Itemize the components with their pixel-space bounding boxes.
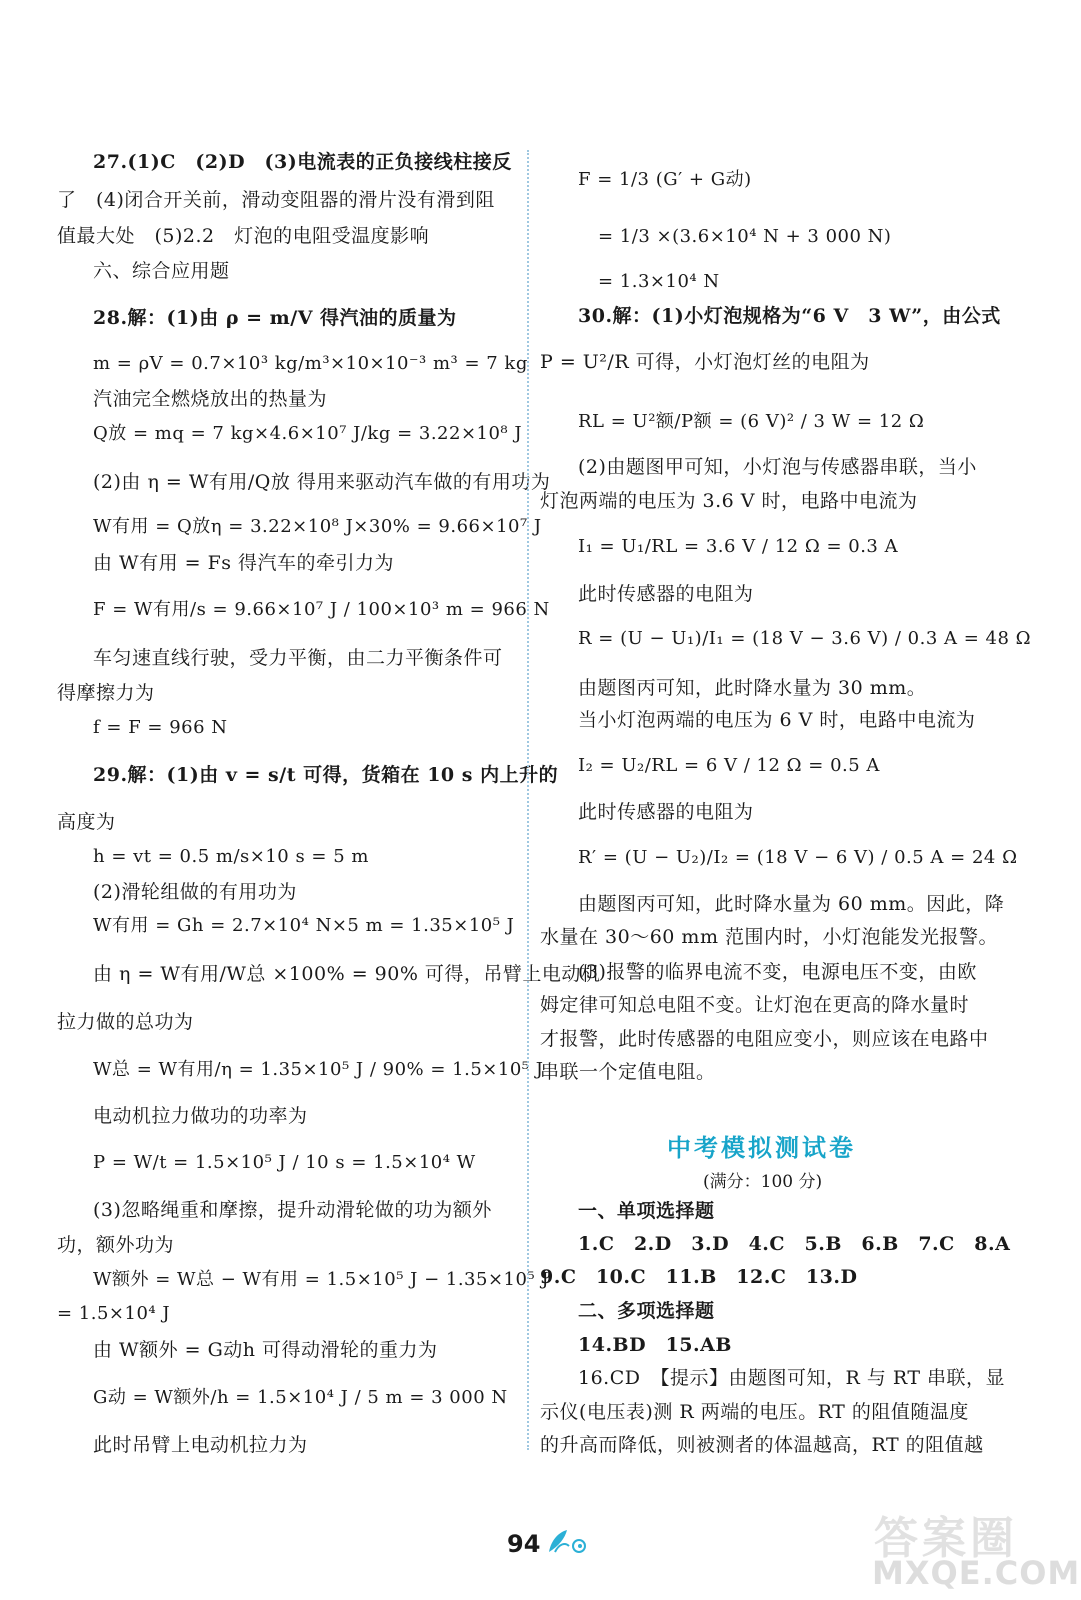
section-heading-comprehensive: 六、综合应用题 [93,260,230,282]
answer-27-line-1: 27.(1)C (2)D (3)电流表的正负接线柱接反 [93,151,512,173]
answers-row-3: 14.BD 15.AB [578,1334,732,1356]
answer-28-line-10: 得摩擦力为 [57,682,155,704]
answer-30-line-3: RL = U²额/P额 = (6 V)² / 3 W = 12 Ω [578,411,925,432]
answer-28-line-3: 汽油完全燃烧放出的热量为 [93,388,328,410]
answer-30-line-7: 此时传感器的电阻为 [578,583,754,605]
watermark [872,1502,1081,1594]
answer-28-line-4: Q放 = mq = 7 kg×4.6×10⁷ J/kg = 3.22×10⁸ J [93,423,523,444]
answer-28-line-8: F = W有用/s = 9.66×10⁷ J / 100×10³ m = 966 N [93,599,550,620]
answer-27-line-2: 了 (4)闭合开关前，滑动变阻器的滑片没有滑到阻 [57,189,495,211]
answer-29-line-10: P = W/t = 1.5×10⁵ J / 10 s = 1.5×10⁴ W [93,1152,476,1173]
column-divider [527,150,529,1450]
answer-27-line-3: 值最大处 (5)2.2 灯泡的电阻受温度影响 [57,225,430,247]
answer-29-line-8: W总 = W有用/η = 1.35×10⁵ J / 90% = 1.5×10⁵ J [93,1059,544,1080]
answer-29-line-14: = 1.5×10⁴ J [57,1303,171,1324]
answer-30-line-12: 此时传感器的电阻为 [578,801,754,823]
answer-30-line-16: (3)报警的临界电流不变，电源电压不变，由欧 [578,961,977,983]
answer-30-line-1: 30.解：(1)小灯泡规格为“6 V 3 W”，由公式 [578,305,1001,327]
answer-30-line-18: 才报警，此时传感器的电阻应变小，则应该在电路中 [540,1028,989,1050]
answer-16-line-1: 16.CD 【提示】由题图可知，R 与 RT 串联，显 [578,1367,1006,1389]
answer-29-line-15: 由 W额外 = G动h 可得动滑轮的重力为 [93,1339,438,1361]
watermark-url: MXQE.COM [872,1554,1081,1592]
answer-29-line-17: 此时吊臂上电动机拉力为 [93,1434,308,1456]
answer-30-line-15: 水量在 30～60 mm 范围内时，小灯泡能发光报警。 [540,926,999,948]
answer-28-line-11: f = F = 966 N [93,717,228,738]
answer-29-cont-line-3: = 1.3×10⁴ N [598,271,720,292]
watermark-logo: 答案圈 [874,1513,1018,1564]
answer-29-line-2: 高度为 [57,811,116,833]
answer-30-line-4: (2)由题图甲可知，小灯泡与传感器串联，当小 [578,456,977,478]
answer-30-line-5: 灯泡两端的电压为 3.6 V 时，电路中电流为 [540,490,918,512]
answer-28-line-1: 28.解：(1)由 ρ = m/V 得汽油的质量为 [93,307,457,329]
answer-29-line-7: 拉力做的总功为 [57,1011,194,1033]
answer-30-line-13: R′ = (U − U₂)/I₂ = (18 V − 6 V) / 0.5 A = 24 Ω [578,847,1018,868]
answer-30-line-10: 当小灯泡两端的电压为 6 V 时，电路中电流为 [578,709,976,731]
answer-28-line-2: m = ρV = 0.7×10³ kg/m³×10×10⁻³ m³ = 7 kg [93,353,528,374]
answer-29-line-4: (2)滑轮组做的有用功为 [93,881,297,903]
answer-28-line-6: W有用 = Q放η = 3.22×10⁸ J×30% = 9.66×10⁷ J [93,516,542,537]
answer-29-line-1: 29.解：(1)由 v = s/t 可得，货箱在 10 s 内上升的 [93,764,559,786]
answer-29-line-6: 由 η = W有用/W总 ×100% = 90% 可得，吊臂上电动机 [93,963,601,985]
answer-29-line-12: 功，额外功为 [57,1234,175,1256]
answer-29-cont-line-1: F = 1/3 (G′ + G动) [578,169,752,190]
answer-28-line-7: 由 W有用 = Fs 得汽车的牵引力为 [93,552,395,574]
section-subtitle: (满分：100 分) [703,1172,823,1192]
answers-heading-single: 一、单项选择题 [578,1200,715,1222]
answer-30-line-6: I₁ = U₁/RL = 3.6 V / 12 Ω = 0.3 A [578,536,899,557]
answer-28-line-9: 车匀速直线行驶，受力平衡，由二力平衡条件可 [93,647,503,669]
answer-29-line-16: G动 = W额外/h = 1.5×10⁴ J / 5 m = 3 000 N [93,1387,508,1408]
answer-30-line-19: 串联一个定值电阻。 [540,1061,716,1083]
answer-30-line-14: 由题图丙可知，此时降水量为 60 mm。因此，降 [578,893,1005,915]
answers-row-2: 9.C 10.C 11.B 12.C 13.D [540,1266,858,1288]
answer-29-line-9: 电动机拉力做功的功率为 [93,1105,308,1127]
answer-30-line-17: 姆定律可知总电阻不变。让灯泡在更高的降水量时 [540,994,970,1016]
answer-30-line-8: R = (U − U₁)/I₁ = (18 V − 3.6 V) / 0.3 A = 48 Ω [578,628,1032,649]
answers-heading-multi: 二、多项选择题 [578,1300,715,1322]
leaf-swirl-icon [545,1526,593,1556]
page-number: 94 [507,1530,541,1558]
answer-29-line-3: h = vt = 0.5 m/s×10 s = 5 m [93,846,369,867]
answer-16-line-2: 示仪(电压表)测 R 两端的电压。RT 的阻值随温度 [540,1401,969,1423]
answer-30-line-2: P = U²/R 可得，小灯泡灯丝的电阻为 [540,351,870,373]
answer-29-cont-line-2: = 1/3 ×(3.6×10⁴ N + 3 000 N) [598,226,892,247]
answers-row-1: 1.C 2.D 3.D 4.C 5.B 6.B 7.C 8.A [578,1233,1011,1255]
answer-29-line-11: (3)忽略绳重和摩擦，提升动滑轮做的功为额外 [93,1199,492,1221]
answer-30-line-11: I₂ = U₂/RL = 6 V / 12 Ω = 0.5 A [578,755,880,776]
answer-29-line-5: W有用 = Gh = 2.7×10⁴ N×5 m = 1.35×10⁵ J [93,915,515,936]
section-title: 中考模拟测试卷 [667,1134,856,1162]
answer-28-line-5: (2)由 η = W有用/Q放 得用来驱动汽车做的有用功为 [93,471,551,493]
answer-29-line-13: W额外 = W总 − W有用 = 1.5×10⁵ J − 1.35×10⁵ J [93,1269,550,1290]
answer-30-line-9: 由题图丙可知，此时降水量为 30 mm。 [578,677,927,699]
answer-16-line-3: 的升高而降低，则被测者的体温越高，RT 的阻值越 [540,1434,984,1456]
